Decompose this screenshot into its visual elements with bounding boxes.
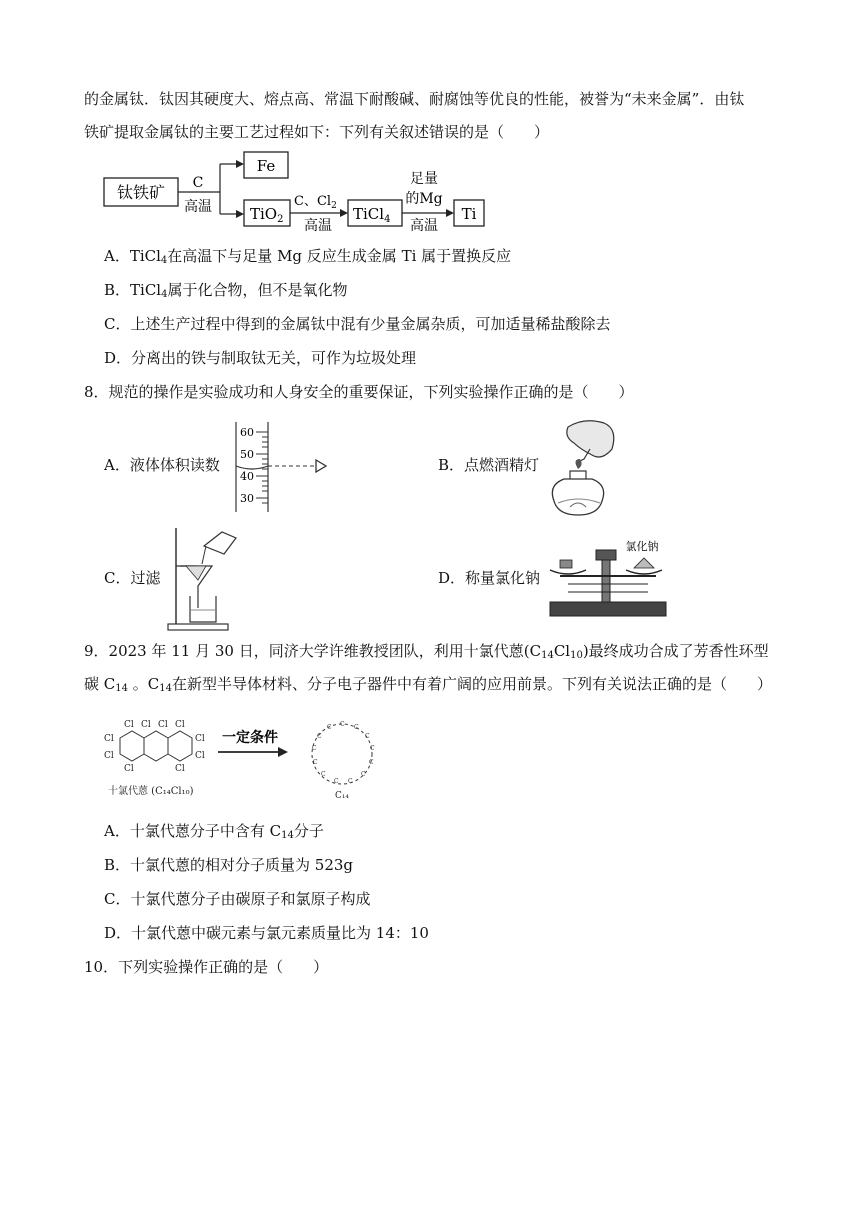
q8-option-a[interactable]: A．液体体积读数 xyxy=(104,456,220,474)
svg-text:Cl: Cl xyxy=(124,720,134,730)
balance-label: 氯化钠 xyxy=(625,540,659,553)
eye-icon xyxy=(316,460,326,472)
svg-text:C: C xyxy=(312,745,317,752)
flow-condition-1-top: C xyxy=(192,175,204,191)
flow-box-ti-label: Ti xyxy=(461,205,477,223)
tilted-lamp-icon xyxy=(567,421,614,457)
svg-text:C: C xyxy=(321,771,326,778)
svg-text:Cl: Cl xyxy=(124,764,134,774)
cylinder-tick-60: 60 xyxy=(240,426,254,439)
q9-stem-line-2: 碳 $C_{14}$ 。$C_{14}$在新型半导体材料、分子电子器件中有着广阔的应用前景。下列有关说法正确的是（ ） xyxy=(84,675,772,694)
cylinder-tick-50: 50 xyxy=(240,448,254,461)
svg-text:Cl: Cl xyxy=(175,720,185,730)
c14-synthesis-figure xyxy=(100,708,400,812)
svg-text:C: C xyxy=(313,759,318,766)
balance-figure xyxy=(546,536,672,620)
svg-text:C: C xyxy=(354,724,359,731)
left-pan-icon xyxy=(550,570,586,574)
q7-option-c[interactable]: C．上述生产过程中得到的金属钛中混有少量金属杂质，可加适量稀盐酸除去 xyxy=(104,315,611,333)
svg-text:C: C xyxy=(334,778,339,785)
q8-option-d[interactable]: D．称量氯化钠 xyxy=(438,569,541,587)
svg-text:Cl: Cl xyxy=(158,720,168,730)
flow-condition-2-bottom: 高温 xyxy=(304,218,332,234)
cylinder-reading-figure xyxy=(228,418,332,514)
flow-condition-3-top-line1: 足量 xyxy=(410,171,438,187)
chlorine-labels xyxy=(104,720,205,774)
svg-text:Cl: Cl xyxy=(141,720,151,730)
reaction-condition-label: 一定条件 xyxy=(222,730,278,746)
flow-box-ticl4-label: TiCl$_4$ xyxy=(353,205,391,225)
svg-text:C: C xyxy=(327,724,332,731)
q9-option-d[interactable]: D．十氯代蒽中碳元素与氯元素质量比为 14：10 xyxy=(104,924,429,942)
q9-option-c[interactable]: C．十氯代蒽分子由碳原子和氯原子构成 xyxy=(104,890,371,908)
q7-option-a[interactable]: A．TiCl$_4$在高温下与足量 Mg 反应生成金属 Ti 属于置换反应 xyxy=(104,247,512,266)
svg-text:C: C xyxy=(370,745,375,752)
titanium-process-flow-diagram xyxy=(100,150,500,240)
svg-text:C: C xyxy=(340,721,345,728)
reactant-label: 十氯代蒽 (C₁₄Cl₁₀) xyxy=(108,786,194,797)
flow-box-fe-label: Fe xyxy=(256,157,276,175)
svg-text:C: C xyxy=(365,733,370,740)
svg-text:C: C xyxy=(369,759,374,766)
ring-carbon-labels xyxy=(312,721,375,785)
flow-condition-3-bottom: 高温 xyxy=(410,218,438,234)
q9-option-a[interactable]: A．十氯代蒽分子中含有 $C_{14}$分子 xyxy=(104,822,324,841)
right-pan-icon xyxy=(626,570,662,574)
q10-stem: 10．下列实验操作正确的是（ ） xyxy=(84,958,329,976)
q8-option-c[interactable]: C．过滤 xyxy=(104,569,161,587)
svg-text:Cl: Cl xyxy=(104,734,114,744)
svg-text:Cl: Cl xyxy=(175,764,185,774)
svg-text:C: C xyxy=(361,771,366,778)
q8-option-b[interactable]: B．点燃酒精灯 xyxy=(438,456,540,474)
cylinder-tick-30: 30 xyxy=(240,492,254,505)
q7-intro-line-1: 的金属钛．钛因其硬度大、熔点高、常温下耐酸碱、耐腐蚀等优良的性能，被誉为“未来金属”．由钛 xyxy=(84,90,745,108)
svg-text:Cl: Cl xyxy=(104,751,114,761)
flow-box-tio2-label: TiO$_2$ xyxy=(250,205,284,225)
flow-condition-3-top-line2: 的Mg xyxy=(405,191,443,207)
reaction-arrow-icon xyxy=(278,747,288,757)
q7-option-d[interactable]: D．分离出的铁与制取钛无关，可作为垃圾处理 xyxy=(104,349,417,367)
svg-text:Cl: Cl xyxy=(195,751,205,761)
flow-condition-2-top: C、$Cl_2$ xyxy=(294,194,337,211)
alcohol-lamp-figure xyxy=(540,415,650,521)
q7-option-b[interactable]: B．TiCl$_4$属于化合物，但不是氧化物 xyxy=(104,281,348,300)
pouring-beaker-icon xyxy=(204,532,236,554)
filtration-figure xyxy=(166,524,246,634)
beaker-icon xyxy=(190,596,216,622)
q8-stem: 8．规范的操作是实验成功和人身安全的重要保证，下列实验操作正确的是（ ） xyxy=(84,383,634,401)
q7-intro-line-2: 铁矿提取金属钛的主要工艺过程如下：下列有关叙述错误的是（ ） xyxy=(84,123,550,141)
svg-text:C: C xyxy=(348,778,353,785)
flow-box-ilmenite-label: 钛铁矿 xyxy=(116,183,166,202)
alcohol-lamp-icon xyxy=(552,479,603,515)
q9-stem-line-1: 9．2023 年 11 月 30 日，同济大学许维教授团队，利用十氯代蒽$(C_{14}Cl_{10})$最终成功合成了芳香性环型 xyxy=(84,642,769,661)
q9-option-b[interactable]: B．十氯代蒽的相对分子质量为 523g xyxy=(104,856,354,874)
svg-text:C: C xyxy=(317,733,322,740)
cylinder-tick-40: 40 xyxy=(240,470,254,483)
flow-condition-1-bottom: 高温 xyxy=(184,199,212,215)
balance-base xyxy=(550,602,666,616)
decachloroanthracene-structure xyxy=(120,731,192,761)
svg-text:Cl: Cl xyxy=(195,734,205,744)
product-label: C₁₄ xyxy=(334,791,350,801)
